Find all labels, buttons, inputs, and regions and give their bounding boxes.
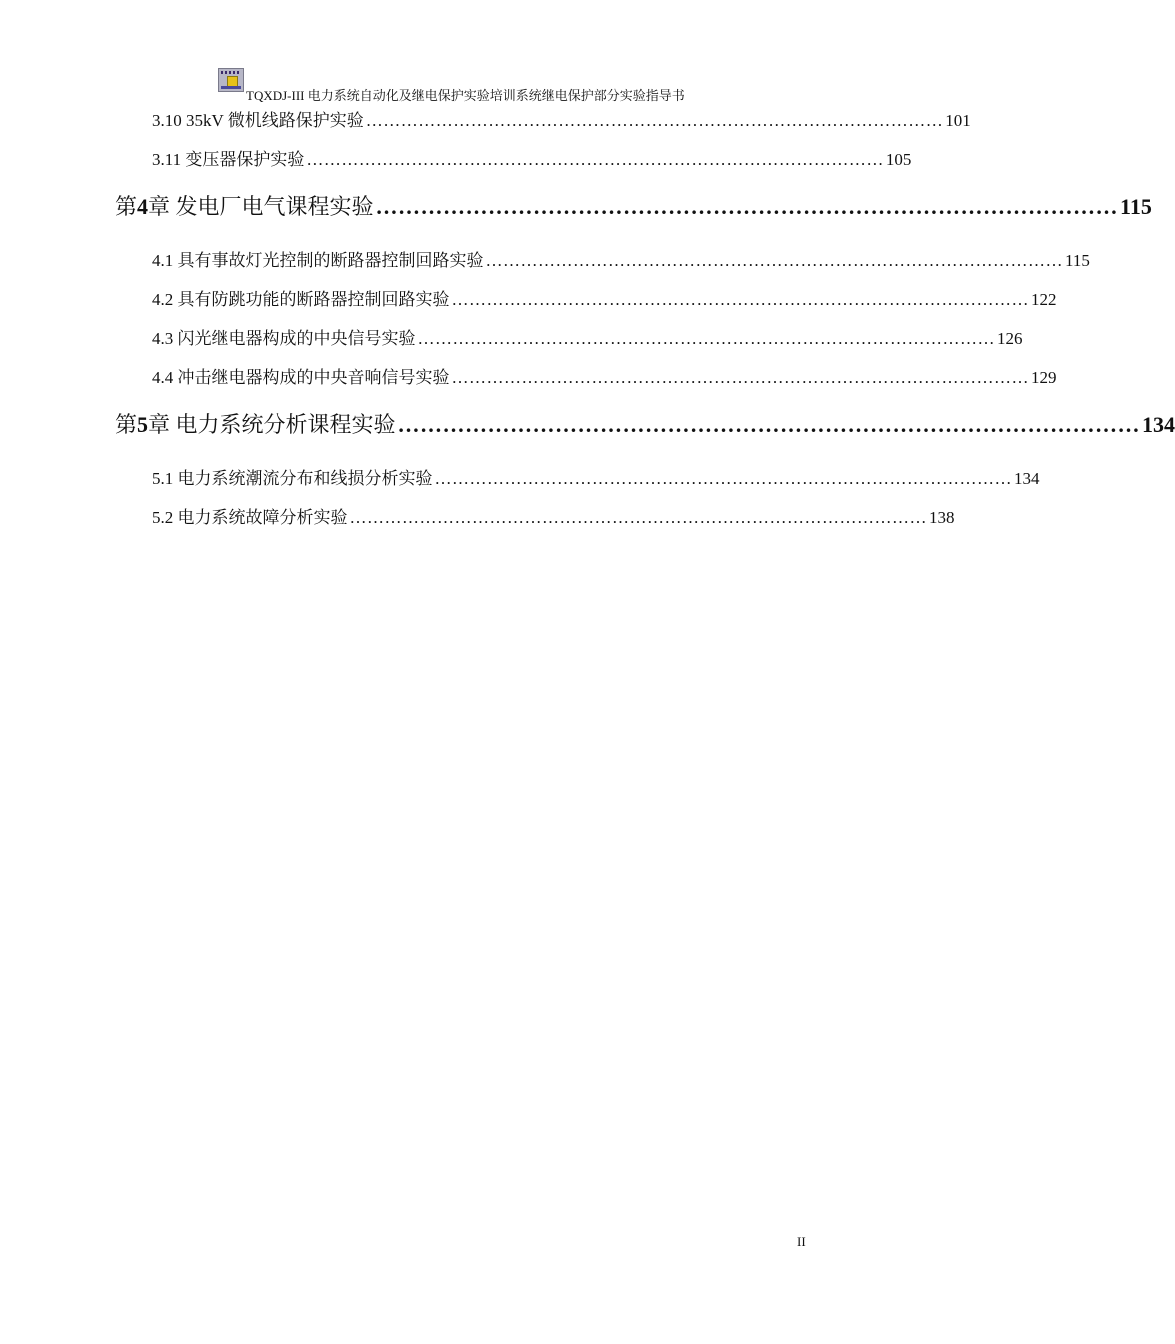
- toc-entry-page: 105: [885, 150, 912, 169]
- dot-leader: ………………………………………………………………………………………: [451, 368, 1029, 387]
- dot-leader: ………………………………………………………………………………………: [485, 251, 1063, 270]
- dot-leader: ………………………………………………………………………………………: [365, 111, 944, 130]
- toc-entry-4-1[interactable]: [152, 246, 1090, 271]
- toc-entry-label: 4.4 冲击继电器构成的中央音响信号实验: [152, 368, 450, 387]
- dot-leader: ………………………………………………………………………………………: [417, 329, 995, 348]
- toc-entry-label: 4.1 具有事故灯光控制的断路器控制回路实验: [152, 251, 484, 270]
- toc-entry-4-4[interactable]: [152, 363, 1057, 388]
- toc-entry-label: 3.10 35kV 微机线路保护实验: [152, 111, 364, 130]
- toc-entry-3-11[interactable]: [152, 145, 912, 170]
- dot-leader: ………………………………………………………………………………………: [451, 290, 1029, 309]
- toc-entry-label: 4.3 闪光继电器构成的中央信号实验: [152, 329, 416, 348]
- dot-leader: ………………………………………………………………………………………: [375, 194, 1119, 219]
- page-header: [218, 68, 778, 104]
- toc-entry-label: 5.1 电力系统潮流分布和线损分析实验: [152, 469, 433, 488]
- dot-leader: ………………………………………………………………………………………: [397, 412, 1141, 437]
- header-title: TQXDJ-III 电力系统自动化及继电保护实验培训系统继电保护部分实验指导书: [246, 88, 685, 103]
- toc-entry-page: 134: [1014, 469, 1040, 488]
- chapter-title: 章 电力系统分析课程实验: [148, 412, 396, 437]
- page-number: II: [797, 1234, 806, 1249]
- dot-leader: ………………………………………………………………………………………: [349, 508, 927, 527]
- toc-entry-label: 4.2 具有防跳功能的断路器控制回路实验: [152, 290, 450, 309]
- toc-entry-page: 134: [1142, 412, 1175, 437]
- chapter-title: 章 发电厂电气课程实验: [148, 194, 374, 219]
- toc-entry-label: 3.11 变压器保护实验: [152, 150, 305, 169]
- toc-entry-page: 115: [1065, 251, 1090, 270]
- chapter-number: 5: [137, 412, 149, 437]
- dot-leader: ………………………………………………………………………………………: [434, 469, 1012, 488]
- toc-entry-label: 5.2 电力系统故障分析实验: [152, 508, 348, 527]
- toc-entry-page: 101: [945, 111, 971, 130]
- logo-icon: [218, 68, 244, 92]
- chapter-prefix: 第: [115, 194, 138, 219]
- toc-chapter-4[interactable]: [115, 190, 1152, 221]
- toc-entry-3-10[interactable]: [152, 106, 971, 131]
- toc-entry-page: 115: [1120, 194, 1152, 219]
- toc-chapter-5[interactable]: [115, 408, 1175, 439]
- chapter-prefix: 第: [115, 412, 138, 437]
- toc-entry-page: 126: [997, 329, 1023, 348]
- dot-leader: ………………………………………………………………………………………: [306, 150, 884, 169]
- toc-entry-4-2[interactable]: [152, 285, 1057, 310]
- toc-entry-5-2[interactable]: [152, 503, 955, 528]
- toc-entry-page: 122: [1031, 290, 1057, 309]
- toc-entry-5-1[interactable]: [152, 464, 1040, 489]
- chapter-number: 4: [137, 194, 149, 219]
- toc-entry-page: 138: [929, 508, 955, 527]
- toc-entry-4-3[interactable]: [152, 324, 1023, 349]
- toc-entry-page: 129: [1031, 368, 1057, 387]
